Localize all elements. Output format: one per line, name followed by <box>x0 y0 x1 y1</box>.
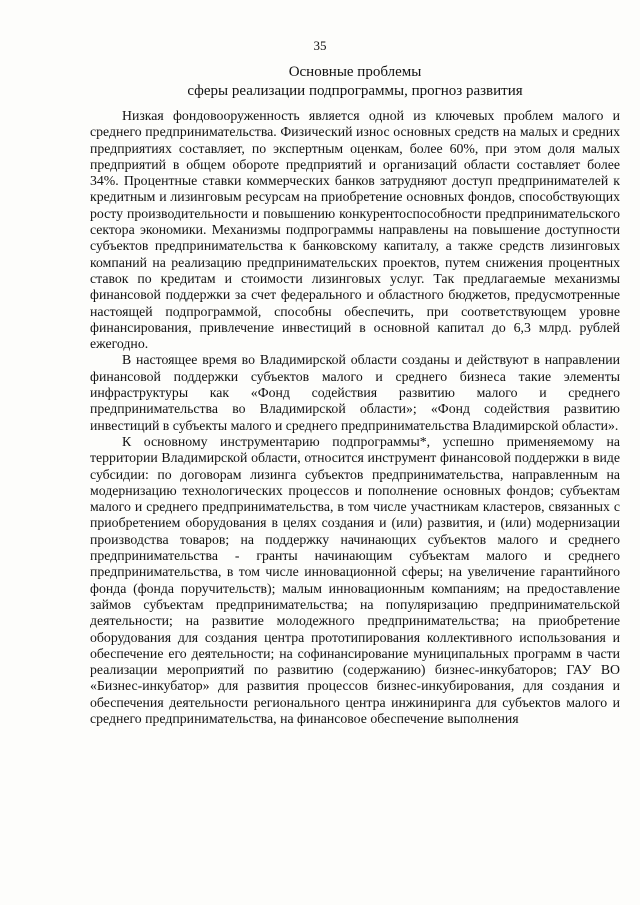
page-number: 35 <box>313 38 327 53</box>
heading-line-1: Основные проблемы <box>288 64 422 80</box>
paragraph: К основному инструментарию подпрограммы*, успешно применяемому на территории Владимирской области, относится инструмент финансовой поддержки в виде субсидии: по договорам лизинга субъектов предпринимательства, направленным на модернизацию технологических процессов и пополнение основных фондов; субъектам малого и среднего предпринимательства, в том числе участникам кластеров, связанных с приобретением оборудования в целях создания и (или) развития, и (или) модернизации производства товаров; на поддержку начинающих субъектов малого и среднего предпринимательства - гранты начинающим субъектам малого и среднего предпринимательства, в том числе инновационной сферы; на увеличение гарантийного фонда (фонда поручительств); малым инновационным компаниям; на предоставление займов субъектам предпринимательства; на популяризацию предпринимательской деятельности; на развитие молодежного предпринимательства; на приобретение оборудования для создания центра прототипирования коллективного использования и обеспечение его деятельности; на софинансирование муниципальных программ в части реализации мероприятий по развитию (содержанию) бизнес-инкубаторов; ГАУ ВО «Бизнес-инкубатор» для развития процессов бизнес-инкубирования, для создания и обеспечения деятельности регионального центра инжиниринга для субъектов малого и среднего предпринимательства, на финансовое обеспечение выполнения <box>90 433 620 726</box>
paragraph: В настоящее время во Владимирской области созданы и действуют в направлении финансовой поддержки субъектов малого и среднего бизнеса такие элементы инфраструктуры как «Фонд содействия развитию малого и среднего предпринимательства во Владимирской области»; «Фонд содействия развитию инвестиций в субъекты малого и среднего предпринимательства Владимирской области». <box>90 352 620 433</box>
section-heading <box>90 63 620 101</box>
heading-line-2: сферы реализации подпрограммы, прогноз развития <box>187 83 523 99</box>
body-text <box>90 108 620 727</box>
paragraph: Низкая фондовооруженность является одной из ключевых проблем малого и среднего предпринимательства. Физический износ основных средств на малых и средних предприятиях составляет, по экспертным оценкам, более 60%, при этом доля малых предприятий в общем обороте предприятий и организаций области составляет более 34%. Процентные ставки коммерческих банков затрудняют доступ предпринимателей к кредитным и лизинговым ресурсам на приобретение основных фондов, способствующих росту производительности и повышению конкурентоспособности предпринимательского сектора экономики. Механизмы подпрограммы направлены на повышение доступности субъектов предпринимательства к банковскому капиталу, а также средств лизинговых компаний на реализацию предпринимательских проектов, путем снижения процентных ставок по кредитам и стоимости лизинговых услуг. Так предлагаемые механизмы финансовой поддержки за счет федерального и областного бюджетов, предусмотренные настоящей подпрограммой, способны обеспечить, при соответствующем уровне финансирования, привлечение инвестиций в основной капитал до 6,3 млрд. рублей ежегодно. <box>90 108 620 352</box>
